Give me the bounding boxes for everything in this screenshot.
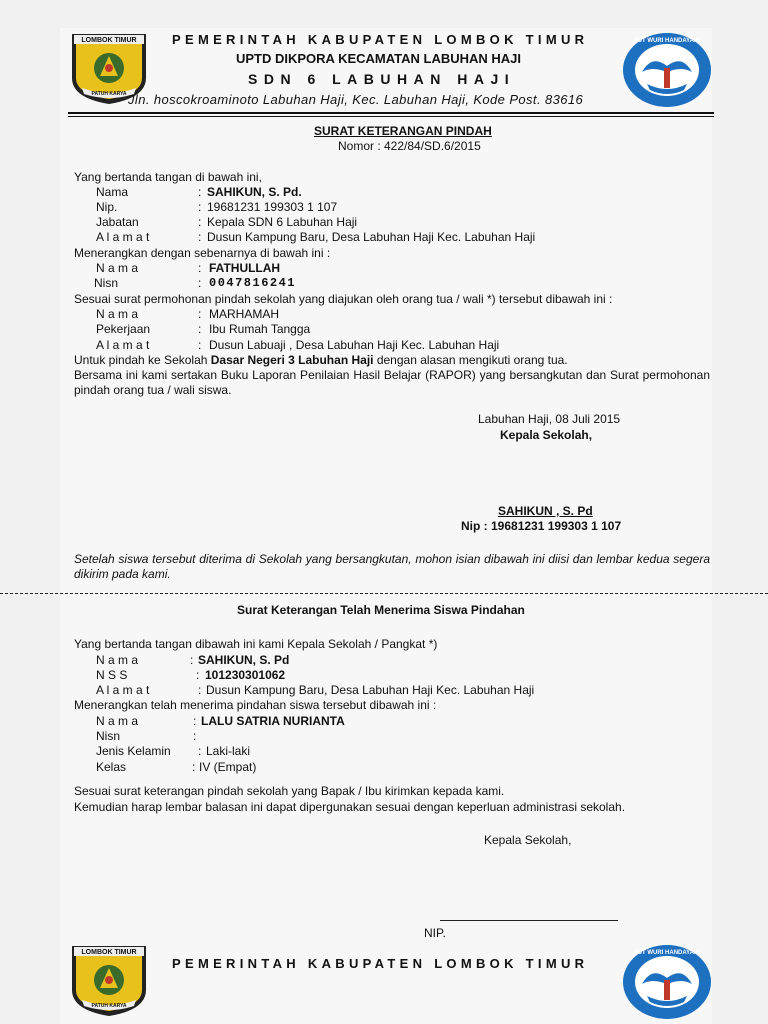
letter-number: Nomor : 422/84/SD.6/2015 — [338, 139, 481, 153]
footer-government: PEMERINTAH KABUPATEN LOMBOK TIMUR — [172, 956, 589, 971]
crest-bottom-text: PATUH KARYA — [91, 1003, 127, 1009]
place-date: Labuhan Haji, 08 Juli 2015 — [478, 412, 621, 426]
move-post: dengan alasan mengikuti orang tua. — [373, 353, 568, 367]
signer-position: Kepala SDN 6 Labuhan Haji — [207, 215, 358, 229]
header-school: SDN 6 LABUHAN HAJI — [248, 71, 516, 87]
sign-title: Kepala Sekolah, — [500, 428, 593, 442]
header-address: Jln. hoscokroaminoto Labuhan Haji, Kec. Labuhan Haji, Kode Post. 83616 — [128, 92, 584, 107]
field-label: Nisn — [94, 276, 119, 290]
field-label: N S S — [96, 668, 128, 682]
tut-wuri-text: TUT WURI HANDAYANI — [634, 38, 700, 44]
letter-intro: Yang bertanda tangan di bawah ini, — [74, 170, 262, 184]
letter-declares: Menerangkan dengan sebenarnya di bawah ini : — [74, 246, 331, 260]
signer-address: Dusun Kampung Baru, Desa Labuhan Haji Kec. Labuhan Haji — [207, 230, 536, 244]
reply-student-name: LALU SATRIA NURIANTA — [201, 714, 345, 728]
reply-intro: Yang bertanda tangan dibawah ini kami Kepala Sekolah / Pangkat *) — [74, 637, 438, 651]
parent-job: Ibu Rumah Tangga — [209, 322, 311, 336]
move-pre: Untuk pindah ke Sekolah — [74, 353, 211, 367]
field-colon: : — [198, 230, 202, 244]
field-colon: : — [198, 200, 202, 214]
field-colon: : — [198, 276, 202, 290]
field-label: N a m a — [96, 307, 139, 321]
field-colon: : — [198, 338, 202, 352]
parent-address: Dusun Labuaji , Desa Labuhan Haji Kec. Labuhan Haji — [209, 338, 500, 352]
field-label: A l a m a t — [96, 683, 150, 697]
lombok-timur-crest-icon — [68, 944, 150, 1018]
reply-sign-nip: NIP. — [424, 926, 446, 940]
letter-move-statement — [74, 353, 568, 368]
field-colon: : — [198, 215, 202, 229]
reply-signer-address: Dusun Kampung Baru, Desa Labuhan Haji Kec. Labuhan Haji — [206, 683, 535, 697]
reply-closing-2: Kemudian harap lembar balasan ini dapat dipergunakan sesuai dengan keperluan administrasi sekolah. — [74, 800, 626, 814]
field-label: Kelas — [96, 760, 127, 774]
field-colon: : — [193, 714, 197, 728]
header-rule-thick — [68, 112, 714, 114]
reply-student-class: IV (Empat) — [199, 760, 257, 774]
sign-nip: Nip : 19681231 199303 1 107 — [461, 519, 622, 533]
destination-school: Dasar Negeri 3 Labuhan Haji — [210, 353, 374, 367]
letter-footnote: Setelah siswa tersebut diterima di Sekolah yang bersangkutan, mohon isian dibawah ini diisi dan lembar kedua segera dikirim pada kami. — [74, 552, 710, 581]
crest-bottom-text: PATUH KARYA — [91, 91, 127, 97]
reply-sign-title: Kepala Sekolah, — [484, 833, 572, 847]
reply-declares: Menerangkan telah menerima pindahan siswa tersebut dibawah ini : — [74, 698, 437, 712]
field-colon: : — [193, 729, 197, 743]
student-nisn: 0047816241 — [209, 276, 297, 290]
field-label: Jenis Kelamin — [96, 744, 171, 758]
field-label: N a m a — [96, 653, 139, 667]
cut-line — [0, 593, 768, 594]
letter-title: SURAT KETERANGAN PINDAH — [314, 124, 492, 138]
student-name: FATHULLAH — [209, 261, 281, 275]
signer-name: SAHIKUN, S. Pd. — [207, 185, 302, 199]
field-colon: : — [190, 653, 194, 667]
field-label: Nama — [96, 185, 129, 199]
tut-wuri-text: TUT WURI HANDAYANI — [634, 950, 700, 956]
tut-wuri-handayani-logo-icon — [622, 32, 712, 108]
field-colon: : — [196, 668, 200, 682]
reply-title: Surat Keterangan Telah Menerima Siswa Pindahan — [237, 603, 525, 617]
header-rule-thin — [68, 116, 714, 117]
field-colon: : — [192, 760, 196, 774]
field-label: Pekerjaan — [96, 322, 151, 336]
field-label: N a m a — [96, 714, 139, 728]
header-uptd: UPTD DIKPORA KECAMATAN LABUHAN HAJI — [236, 51, 522, 66]
header-government: PEMERINTAH KABUPATEN LOMBOK TIMUR — [172, 32, 589, 47]
field-label: Nip. — [96, 200, 118, 214]
letter-attachment-note: Bersama ini kami sertakan Buku Laporan Penilaian Hasil Belajar (RAPOR) yang bersangkutan dan Surat permohonan pindah orang tua / wali siswa. — [74, 368, 710, 397]
field-colon: : — [198, 261, 202, 275]
field-label: N a m a — [96, 261, 139, 275]
field-colon: : — [198, 307, 202, 321]
parent-name: MARHAMAH — [209, 307, 280, 321]
signer-nip: 19681231 199303 1 107 — [207, 200, 338, 214]
field-label: A l a m a t — [96, 230, 150, 244]
field-label: A l a m a t — [96, 338, 150, 352]
letter-request: Sesuai surat permohonan pindah sekolah yang diajukan oleh orang tua / wali *) tersebut dibawah ini : — [74, 292, 613, 306]
field-colon: : — [198, 322, 202, 336]
tut-wuri-handayani-logo-icon — [622, 944, 712, 1020]
signature-line — [440, 920, 618, 921]
field-label: Nisn — [96, 729, 121, 743]
crest-top-text: LOMBOK TIMUR — [81, 37, 137, 44]
reply-signer-name: SAHIKUN, S. Pd — [198, 653, 290, 667]
crest-top-text: LOMBOK TIMUR — [81, 949, 137, 956]
field-colon: : — [198, 185, 202, 199]
field-colon: : — [198, 744, 202, 758]
sign-name: SAHIKUN , S. Pd — [498, 504, 593, 518]
reply-closing-1: Sesuai surat keterangan pindah sekolah yang Bapak / Ibu kirimkan kepada kami. — [74, 784, 505, 798]
reply-nss: 101230301062 — [205, 668, 286, 682]
field-colon: : — [198, 683, 202, 697]
reply-student-gender: Laki-laki — [206, 744, 251, 758]
field-label: Jabatan — [96, 215, 139, 229]
